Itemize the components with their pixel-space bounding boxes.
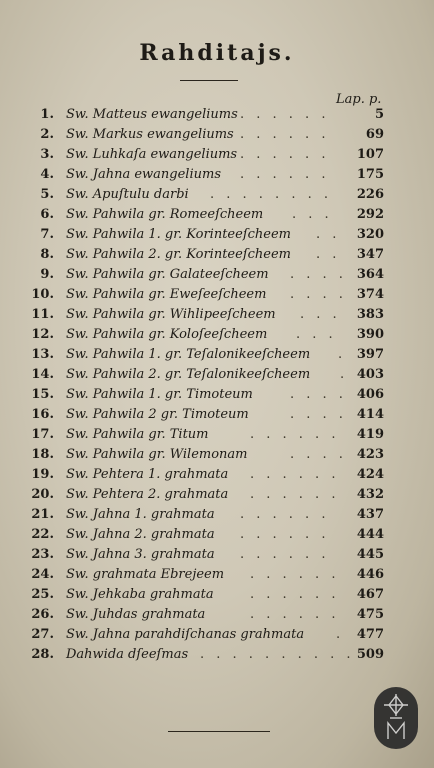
toc-number: 27. bbox=[31, 627, 54, 642]
toc-title: Sw. Pahwila 1. gr. Timoteum bbox=[66, 387, 253, 402]
toc-number: 10. bbox=[31, 287, 54, 302]
toc-row-19: 19. Sw. Pehtera 1. grahmata . . . . . . 424 bbox=[0, 465, 434, 485]
toc-row-6: 6. Sw. Pahwila gr. Romeeſcheem . . . 292 bbox=[0, 205, 434, 225]
toc-number: 25. bbox=[31, 587, 54, 602]
toc-number: 16. bbox=[31, 407, 54, 422]
toc-number: 4. bbox=[40, 167, 54, 182]
toc-title: Sw. Juhdas grahmata bbox=[66, 607, 206, 622]
toc-page: 432 bbox=[356, 487, 384, 502]
toc-title: Sw. Pahwila gr. Wilemonam bbox=[66, 447, 248, 462]
toc-row-17: 17. Sw. Pahwila gr. Titum . . . . . . 419 bbox=[0, 425, 434, 445]
toc-page: 69 bbox=[365, 127, 384, 142]
toc-row-13: 13. Sw. Pahwila 1. gr. Teſalonikeeſcheem . 397 bbox=[0, 345, 434, 365]
toc-page: 414 bbox=[356, 407, 384, 422]
toc-row-10: 10. Sw. Pahwila gr. Eweſeeſcheem . . . . 374 bbox=[0, 285, 434, 305]
toc-number: 15. bbox=[31, 387, 54, 402]
toc-title: Dahwida dſeeſmas bbox=[66, 647, 189, 662]
toc-page: 446 bbox=[356, 567, 384, 582]
toc-title: Sw. Pehtera 2. grahmata bbox=[66, 487, 229, 502]
toc-page: 477 bbox=[356, 627, 384, 642]
toc-page: 292 bbox=[356, 207, 384, 222]
bottom-divider bbox=[168, 731, 270, 732]
toc-page: 509 bbox=[356, 647, 384, 662]
toc-page: 423 bbox=[356, 447, 384, 462]
toc-number: 23. bbox=[31, 547, 54, 562]
toc-title: Sw. Pahwila gr. Titum bbox=[66, 427, 209, 442]
toc-row-9: 9. Sw. Pahwila gr. Galateeſcheem . . . . 364 bbox=[0, 265, 434, 285]
toc-number: 14. bbox=[31, 367, 54, 382]
toc-page: 437 bbox=[356, 507, 384, 522]
toc-row-24: 24. Sw. grahmata Ebrejeem . . . . . . 446 bbox=[0, 565, 434, 585]
toc-number: 7. bbox=[40, 227, 54, 242]
toc-row-12: 12. Sw. Pahwila gr. Koloſeeſcheem . . . 390 bbox=[0, 325, 434, 345]
toc-page: 445 bbox=[356, 547, 384, 562]
toc-number: 19. bbox=[31, 467, 54, 482]
page-column-header: Lap. p. bbox=[336, 92, 382, 107]
toc-row-18: 18. Sw. Pahwila gr. Wilemonam . . . . 423 bbox=[0, 445, 434, 465]
title-divider bbox=[180, 80, 238, 81]
toc-title: Sw. Jahna parahdiſchanas grahmata bbox=[66, 627, 305, 642]
toc-title: Sw. Pahwila 1. gr. Korinteeſcheem bbox=[66, 227, 291, 242]
toc-title: Sw. Pahwila 2 gr. Timoteum bbox=[66, 407, 249, 422]
toc-number: 12. bbox=[31, 327, 54, 342]
toc-row-8: 8. Sw. Pahwila 2. gr. Korinteeſcheem . . 347 bbox=[0, 245, 434, 265]
toc-title: Sw. Pahwila 2. gr. Teſalonikeeſcheem bbox=[66, 367, 311, 382]
toc-row-2: 2. Sw. Markus ewangeliums . . . . . . 69 bbox=[0, 125, 434, 145]
toc-number: 20. bbox=[31, 487, 54, 502]
toc-row-28: 28. Dahwida dſeeſmas . . . . . . . . . . 509 bbox=[0, 645, 434, 665]
toc-row-1: 1. Sw. Matteus ewangeliums . . . . . . 5 bbox=[0, 105, 434, 125]
toc-row-5: 5. Sw. Apuſtulu darbi . . . . . . . . 226 bbox=[0, 185, 434, 205]
toc-row-4: 4. Sw. Jahna ewangeliums . . . . . . 175 bbox=[0, 165, 434, 185]
toc-page: 226 bbox=[356, 187, 384, 202]
toc-number: 18. bbox=[31, 447, 54, 462]
toc-row-3: 3. Sw. Luhkaſa ewangeliums . . . . . . 107 bbox=[0, 145, 434, 165]
toc-page: 424 bbox=[356, 467, 384, 482]
toc-page: 397 bbox=[356, 347, 384, 362]
toc-page: 5 bbox=[374, 107, 384, 122]
toc-page: 419 bbox=[356, 427, 384, 442]
toc-title: Sw. Jehkaba grahmata bbox=[66, 587, 214, 602]
toc-title: Sw. Pahwila 1. gr. Teſalonikeeſcheem bbox=[66, 347, 311, 362]
toc-number: 8. bbox=[40, 247, 54, 262]
toc-number: 2. bbox=[40, 127, 54, 142]
toc-number: 22. bbox=[31, 527, 54, 542]
toc-title: Sw. Pahwila 2. gr. Korinteeſcheem bbox=[66, 247, 291, 262]
toc-title: Sw. Jahna ewangeliums bbox=[66, 167, 221, 182]
toc-number: 1. bbox=[40, 107, 54, 122]
toc-title: Sw. Pahwila gr. Koloſeeſcheem bbox=[66, 327, 268, 342]
toc-number: 6. bbox=[40, 207, 54, 222]
toc-title: Sw. Apuſtulu darbi bbox=[66, 187, 189, 202]
toc-row-7: 7. Sw. Pahwila 1. gr. Korinteeſcheem . . 320 bbox=[0, 225, 434, 245]
toc-page: 444 bbox=[356, 527, 384, 542]
toc-page: 403 bbox=[356, 367, 384, 382]
toc-row-15: 15. Sw. Pahwila 1. gr. Timoteum . . . . 406 bbox=[0, 385, 434, 405]
toc-number: 3. bbox=[40, 147, 54, 162]
toc-title: Sw. Pahwila gr. Wihlipeeſcheem bbox=[66, 307, 276, 322]
toc-page: 406 bbox=[356, 387, 384, 402]
toc-title: Sw. Pahwila gr. Eweſeeſcheem bbox=[66, 287, 267, 302]
toc-row-27: 27. Sw. Jahna parahdiſchanas grahmata . 477 bbox=[0, 625, 434, 645]
toc-title: Sw. Jahna 2. grahmata bbox=[66, 527, 215, 542]
toc-title: Sw. Pahwila gr. Galateeſcheem bbox=[66, 267, 269, 282]
toc-row-11: 11. Sw. Pahwila gr. Wihlipeeſcheem . . . 383 bbox=[0, 305, 434, 325]
toc-page: 383 bbox=[356, 307, 384, 322]
toc-title: Sw. Pahwila gr. Romeeſcheem bbox=[66, 207, 264, 222]
toc-number: 5. bbox=[40, 187, 54, 202]
toc-page: 107 bbox=[356, 147, 384, 162]
page-title: Rahditajs. bbox=[139, 40, 295, 66]
toc-row-20: 20. Sw. Pehtera 2. grahmata . . . . . . 432 bbox=[0, 485, 434, 505]
toc-number: 28. bbox=[31, 647, 54, 662]
toc-number: 24. bbox=[31, 567, 54, 582]
toc-page: 320 bbox=[356, 227, 384, 242]
toc-row-23: 23. Sw. Jahna 3. grahmata . . . . . . 445 bbox=[0, 545, 434, 565]
toc-title: Sw. Jahna 1. grahmata bbox=[66, 507, 215, 522]
toc-page: 467 bbox=[356, 587, 384, 602]
toc-number: 21. bbox=[31, 507, 54, 522]
toc-page: 347 bbox=[356, 247, 384, 262]
toc-row-25: 25. Sw. Jehkaba grahmata . . . . . . 467 bbox=[0, 585, 434, 605]
toc-page: 175 bbox=[356, 167, 384, 182]
logo-badge-icon bbox=[374, 687, 418, 749]
toc-number: 17. bbox=[31, 427, 54, 442]
toc-page: 374 bbox=[356, 287, 384, 302]
toc-row-21: 21. Sw. Jahna 1. grahmata . . . . . . 437 bbox=[0, 505, 434, 525]
toc-row-16: 16. Sw. Pahwila 2 gr. Timoteum . . . . 414 bbox=[0, 405, 434, 425]
toc-title: Sw. Markus ewangeliums bbox=[66, 127, 234, 142]
toc-number: 26. bbox=[31, 607, 54, 622]
toc-row-22: 22. Sw. Jahna 2. grahmata . . . . . . 444 bbox=[0, 525, 434, 545]
toc-page: 475 bbox=[356, 607, 384, 622]
toc-title: Sw. grahmata Ebrejeem bbox=[66, 567, 225, 582]
toc-title: Sw. Pehtera 1. grahmata bbox=[66, 467, 229, 482]
toc-page: 390 bbox=[356, 327, 384, 342]
toc-number: 11. bbox=[31, 307, 54, 322]
toc-row-26: 26. Sw. Juhdas grahmata . . . . . . 475 bbox=[0, 605, 434, 625]
toc-page: 364 bbox=[356, 267, 384, 282]
toc-number: 9. bbox=[40, 267, 54, 282]
toc-title: Sw. Jahna 3. grahmata bbox=[66, 547, 215, 562]
toc-title: Sw. Luhkaſa ewangeliums bbox=[66, 147, 238, 162]
toc-row-14: 14. Sw. Pahwila 2. gr. Teſalonikeeſcheem . 403 bbox=[0, 365, 434, 385]
toc-number: 13. bbox=[31, 347, 54, 362]
toc-title: Sw. Matteus ewangeliums bbox=[66, 107, 238, 122]
